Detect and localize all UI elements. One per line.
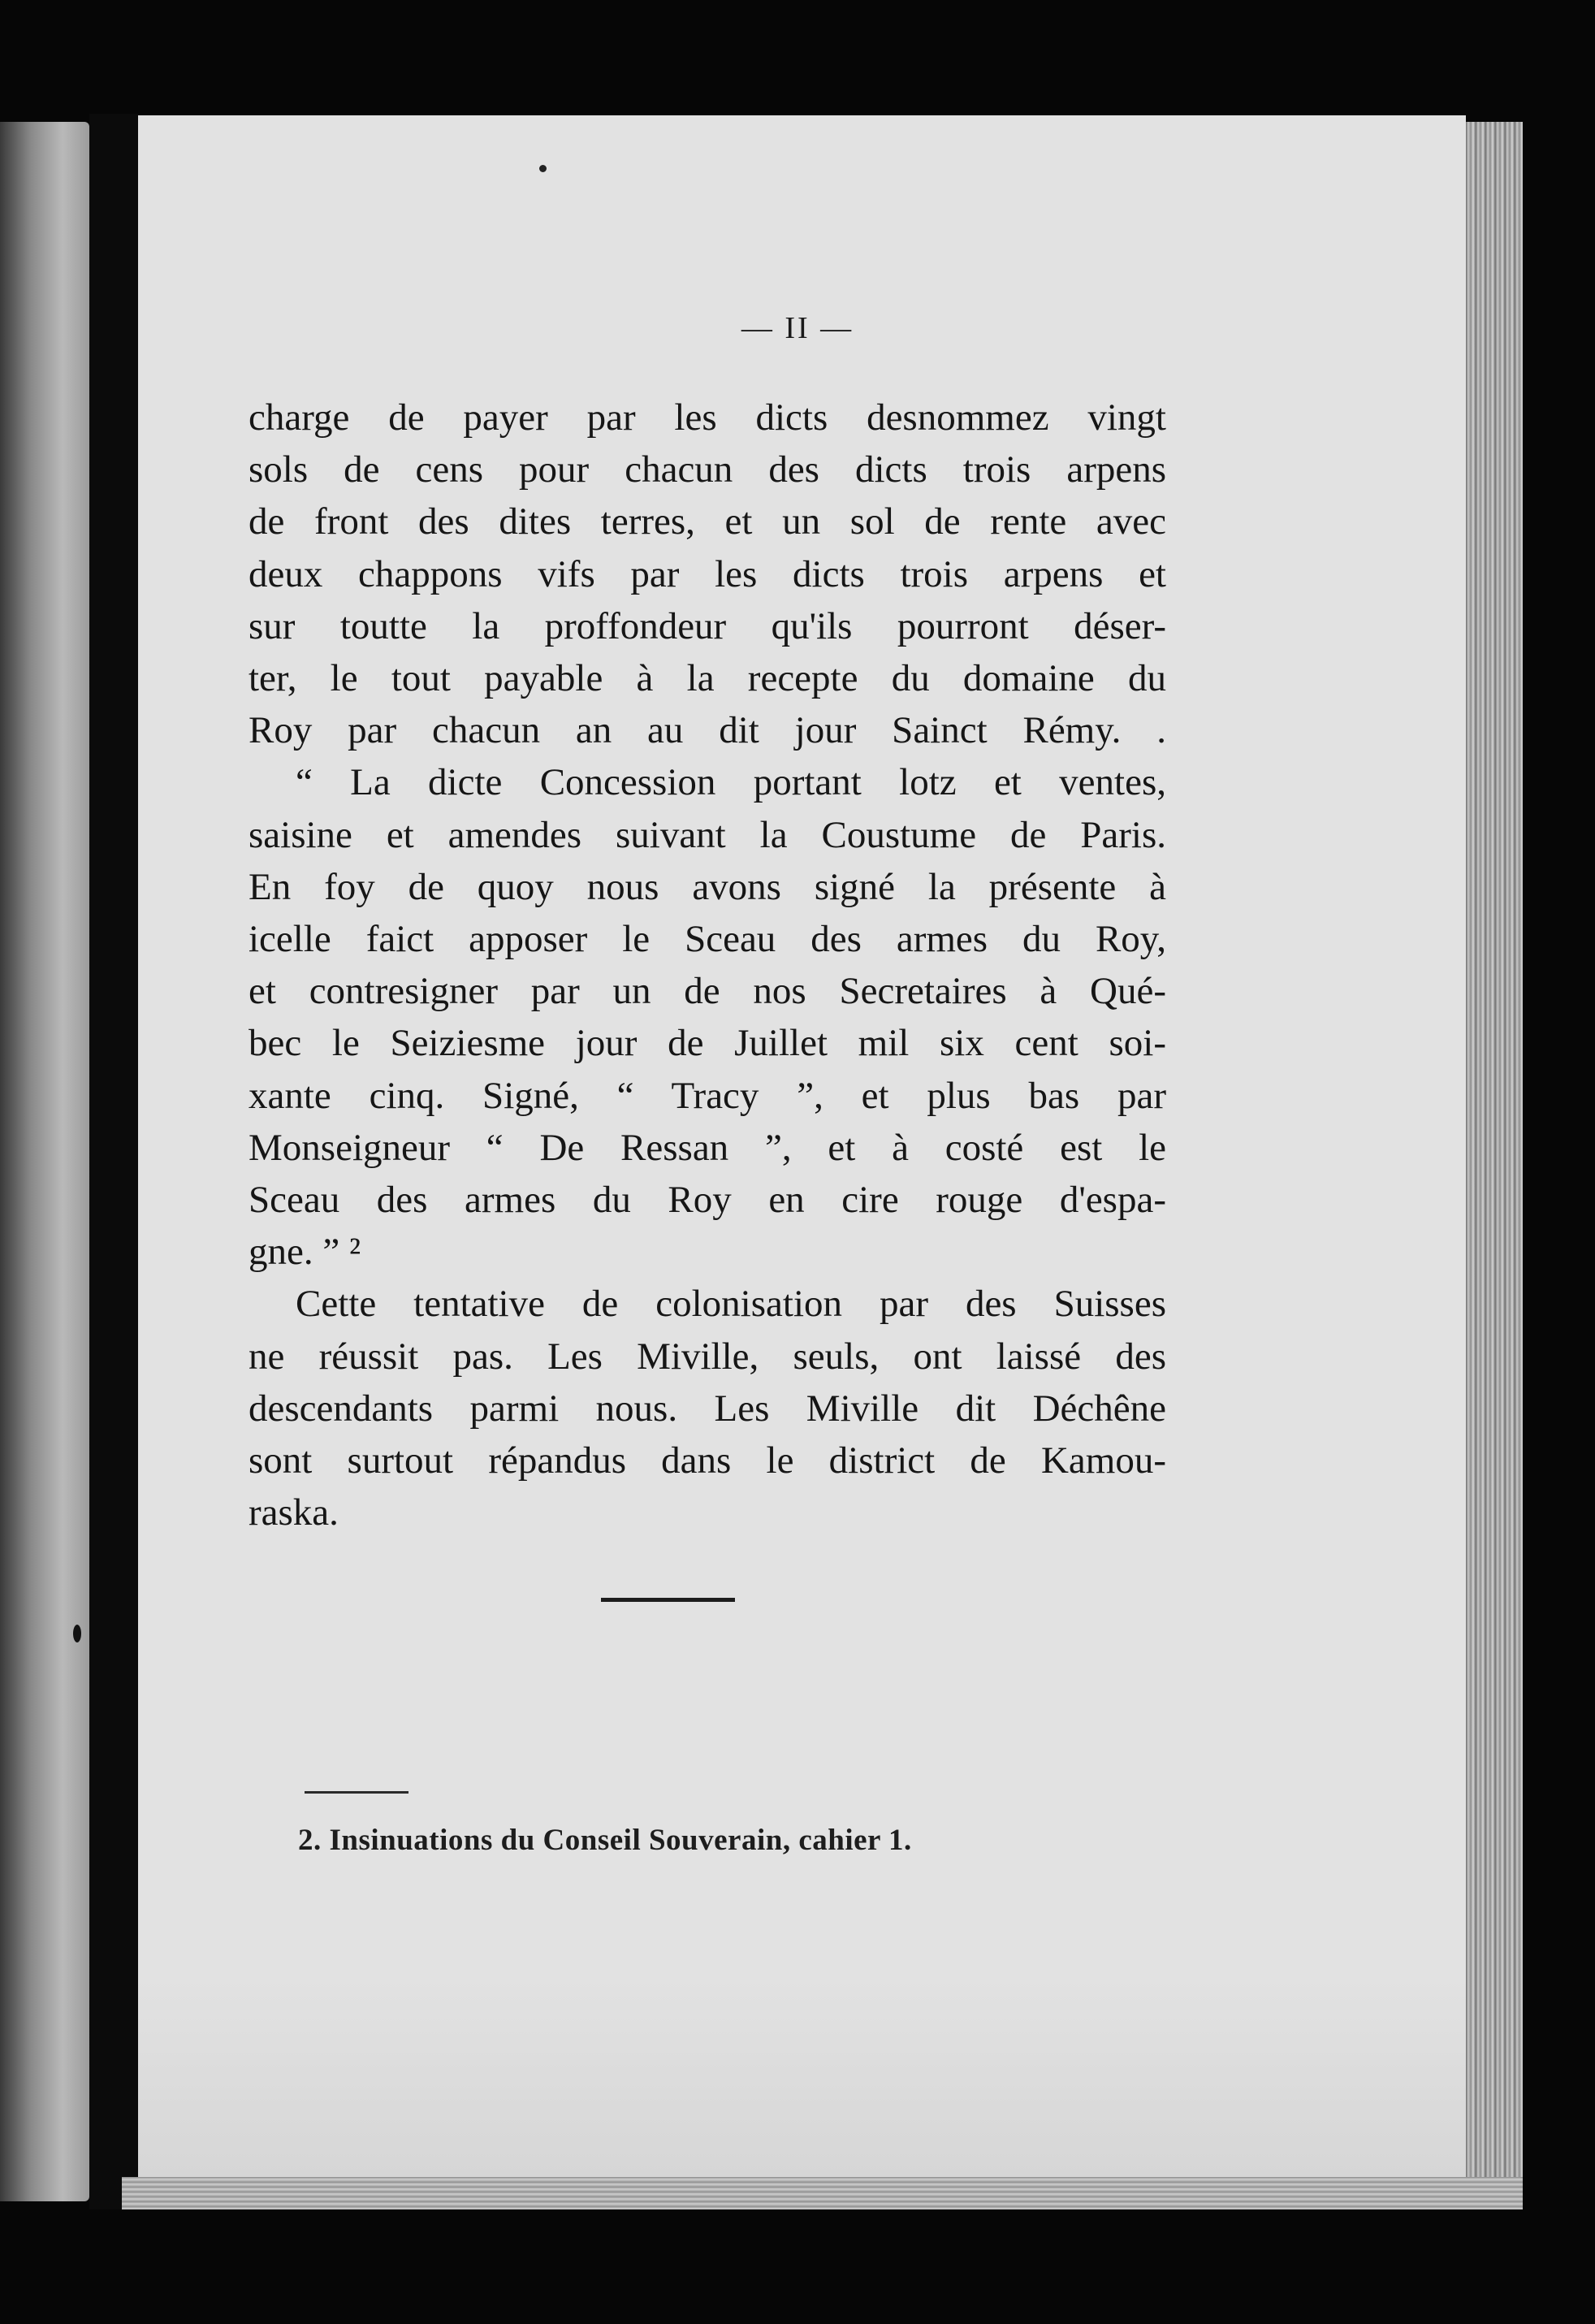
text-line: En foy de quoy nous avons signé la présente à xyxy=(249,865,1166,908)
text-line: ter, le tout payable à la recepte du domaine du xyxy=(249,657,1166,700)
section-divider xyxy=(601,1598,735,1602)
text-line: gne. ” ² xyxy=(249,1231,361,1274)
text-line: sont surtout répandus dans le district de Kamou- xyxy=(249,1439,1166,1482)
footnote: 2. Insinuations du Conseil Souverain, cahier 1. xyxy=(298,1824,912,1857)
text-line: ne réussit pas. Les Miville, seuls, ont laissé des xyxy=(249,1335,1166,1378)
text-line: raska. xyxy=(249,1491,339,1534)
text-line: deux chappons vifs par les dicts trois arpens et xyxy=(249,552,1166,595)
main-text xyxy=(249,392,1166,1539)
dust-speck xyxy=(73,1625,81,1642)
text-line: charge de payer par les dicts desnommez vingt xyxy=(249,396,1166,439)
page-stack-bottom-edge xyxy=(122,2177,1523,2209)
book-gutter xyxy=(89,114,138,2209)
text-line: et contresigner par un de nos Secretaires à Qué- xyxy=(249,970,1166,1013)
text-line: Roy par chacun an au dit jour Sainct Rémy. . xyxy=(249,709,1166,752)
text-line: bec le Seiziesme jour de Juillet mil six cent soi- xyxy=(249,1022,1166,1065)
page-number: — II — xyxy=(741,311,854,345)
text-line: xante cinq. Signé, “ Tracy ”, et plus bas par xyxy=(249,1074,1166,1117)
text-line: Monseigneur “ De Ressan ”, et à costé est le xyxy=(249,1126,1166,1169)
text-line: “ La dicte Concession portant lotz et ventes, xyxy=(296,761,1166,804)
text-line: sols de cens pour chacun des dicts trois arpens xyxy=(249,448,1166,491)
left-page-edge xyxy=(0,122,89,2201)
text-line: de front des dites terres, et un sol de rente avec xyxy=(249,500,1166,543)
text-line: Cette tentative de colonisation par des Suisses xyxy=(296,1283,1166,1326)
text-line: Sceau des armes du Roy en cire rouge d'espa- xyxy=(249,1179,1166,1222)
text-line: saisine et amendes suivant la Coustume de Paris. xyxy=(249,813,1166,856)
text-line: sur toutte la proffondeur qu'ils pourront déser- xyxy=(249,604,1166,647)
footnote-rule xyxy=(305,1791,408,1794)
text-line: descendants parmi nous. Les Miville dit Déchêne xyxy=(249,1387,1166,1430)
dust-speck xyxy=(539,165,547,172)
text-line: icelle faict apposer le Sceau des armes du Roy, xyxy=(249,918,1166,961)
book-page-lower-area xyxy=(138,1976,1466,2179)
page-stack-right-edge xyxy=(1466,122,1523,2185)
